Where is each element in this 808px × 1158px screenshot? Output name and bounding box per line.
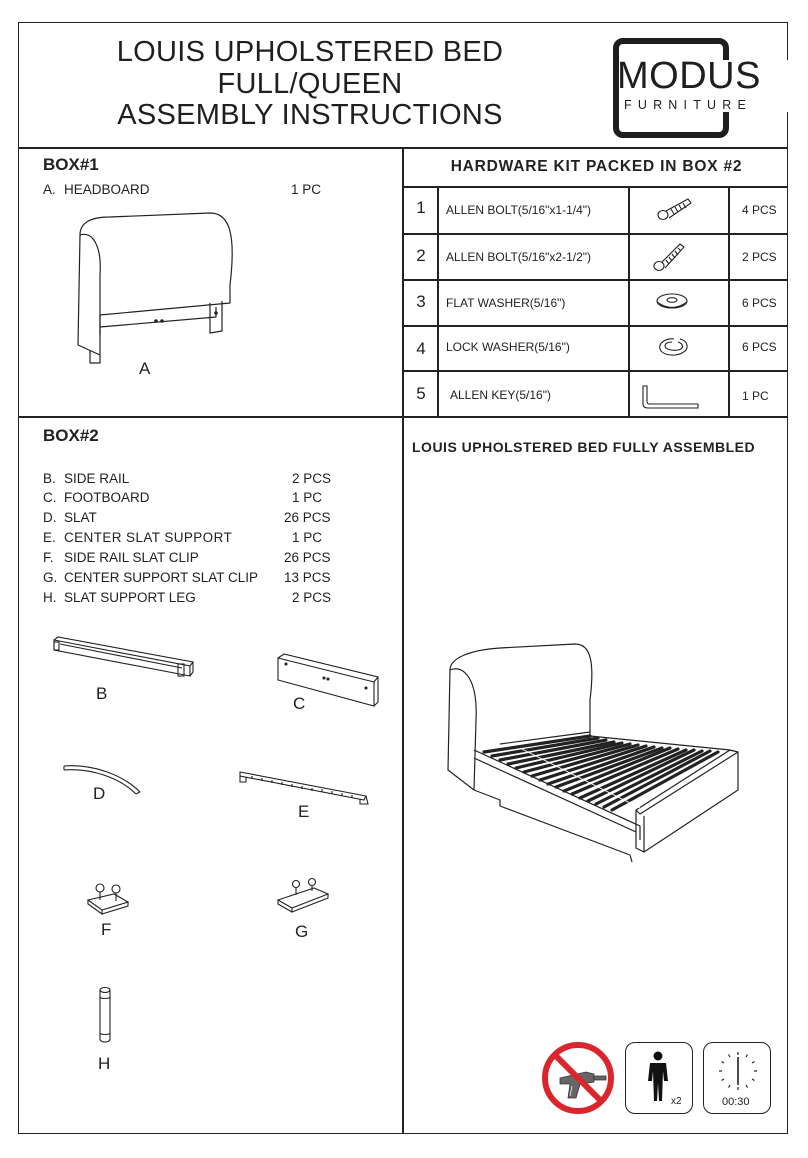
side-rail-drawing (50, 634, 195, 686)
figure-label-h: H (98, 1054, 111, 1073)
item-letter: G. (43, 570, 58, 585)
people-count-text: x2 (671, 1096, 682, 1107)
center-slat-support-drawing (236, 768, 371, 804)
item-name: CENTER SUPPORT SLAT CLIP (64, 570, 259, 585)
hardware-quantity: 1 PC (742, 389, 769, 403)
hardware-number: 4 (416, 339, 426, 358)
item-letter: B. (43, 471, 56, 486)
assembly-time-badge (703, 1042, 771, 1114)
figure-label-d: D (93, 784, 106, 803)
logo-sub-text: FURNITURE (624, 98, 753, 112)
hardware-row-1 (404, 186, 788, 233)
box2-item-d (43, 510, 343, 528)
hardware-number: 3 (416, 292, 426, 311)
item-letter: H. (43, 590, 57, 605)
item-qty: 1 PC (291, 182, 322, 197)
long-bolt-icon (652, 241, 688, 273)
figure-label-f: F (101, 920, 112, 939)
item-name: HEADBOARD (64, 182, 150, 197)
footboard-drawing (274, 652, 384, 712)
hardware-quantity: 6 PCS (742, 340, 777, 354)
title-line-3: ASSEMBLY INSTRUCTIONS (117, 99, 503, 131)
allen-key-icon (640, 382, 702, 410)
item-name: CENTER SLAT SUPPORT (64, 530, 233, 545)
box2-item-e (43, 530, 343, 548)
figure-label-e: E (298, 802, 310, 821)
item-letter: F. (43, 550, 54, 565)
hardware-number: 2 (416, 246, 426, 265)
item-qty: 1 PC (292, 530, 323, 545)
item-qty: 1 PC (292, 490, 323, 505)
assembled-bed-drawing (440, 640, 745, 865)
hardware-description: ALLEN BOLT(5/16"x1-1/4") (446, 203, 592, 217)
item-qty: 13 PCS (284, 570, 331, 585)
lock-washer-icon (656, 333, 692, 361)
figure-label-b: B (96, 684, 108, 703)
box1-item-a (43, 182, 343, 200)
slat-support-leg-drawing (95, 985, 115, 1045)
clock-icon (718, 1051, 758, 1091)
hardware-number: 5 (416, 384, 426, 403)
title-line-1: LOUIS UPHOLSTERED BED (116, 36, 504, 68)
box2-item-h (43, 590, 343, 608)
short-bolt-icon (656, 196, 696, 222)
title-line-2: FULL/QUEEN (217, 68, 403, 100)
headboard-drawing (70, 205, 250, 365)
person-icon (646, 1051, 670, 1103)
item-qty: 26 PCS (284, 550, 331, 565)
item-name: SLAT (64, 510, 97, 525)
hardware-quantity: 2 PCS (742, 250, 777, 264)
figure-label-g: G (295, 922, 309, 941)
people-count-badge (625, 1042, 693, 1114)
item-qty: 2 PCS (292, 590, 332, 605)
item-name: SLAT SUPPORT LEG (64, 590, 196, 605)
box1-heading: BOX#1 (43, 155, 99, 174)
box2-heading: BOX#2 (43, 426, 99, 445)
item-qty: 2 PCS (292, 471, 332, 486)
logo-main-text: MODUS (617, 55, 761, 97)
no-power-tools-icon (540, 1040, 616, 1116)
hardware-description: FLAT WASHER(5/16") (446, 296, 566, 310)
box-divider (18, 416, 788, 418)
hardware-number: 1 (416, 198, 426, 217)
item-name: SIDE RAIL (64, 471, 130, 486)
hardware-row-3 (404, 279, 788, 325)
flat-washer-icon (652, 291, 692, 313)
item-letter: C. (43, 490, 57, 505)
hardware-row-2 (404, 233, 788, 279)
hardware-row-5 (404, 370, 788, 416)
hardware-quantity: 4 PCS (742, 203, 777, 217)
hardware-description: LOCK WASHER(5/16") (446, 340, 570, 354)
hardware-quantity: 6 PCS (742, 296, 777, 310)
side-rail-slat-clip-drawing (84, 880, 134, 914)
box2-item-f (43, 550, 343, 568)
item-name: FOOTBOARD (64, 490, 150, 505)
center-support-slat-clip-drawing (274, 878, 334, 914)
hardware-row-4 (404, 325, 788, 370)
item-name: SIDE RAIL SLAT CLIP (64, 550, 199, 565)
hardware-kit-title: HARDWARE KIT PACKED IN BOX #2 (450, 158, 743, 175)
item-letter: D. (43, 510, 57, 525)
hardware-description: ALLEN KEY(5/16") (450, 388, 551, 402)
assembled-title: LOUIS UPHOLSTERED BED FULLY ASSEMBLED (412, 439, 756, 455)
hardware-description: ALLEN BOLT(5/16"x2-1/2") (446, 250, 592, 264)
assembly-time-text: 00:30 (722, 1096, 750, 1108)
figure-label-c: C (293, 694, 306, 713)
box2-item-g (43, 570, 343, 588)
item-qty: 26 PCS (284, 510, 331, 525)
item-letter: A. (43, 182, 56, 197)
item-letter: E. (43, 530, 56, 545)
box2-item-c (43, 490, 343, 508)
box2-item-b (43, 471, 343, 489)
figure-label-a: A (139, 359, 151, 378)
